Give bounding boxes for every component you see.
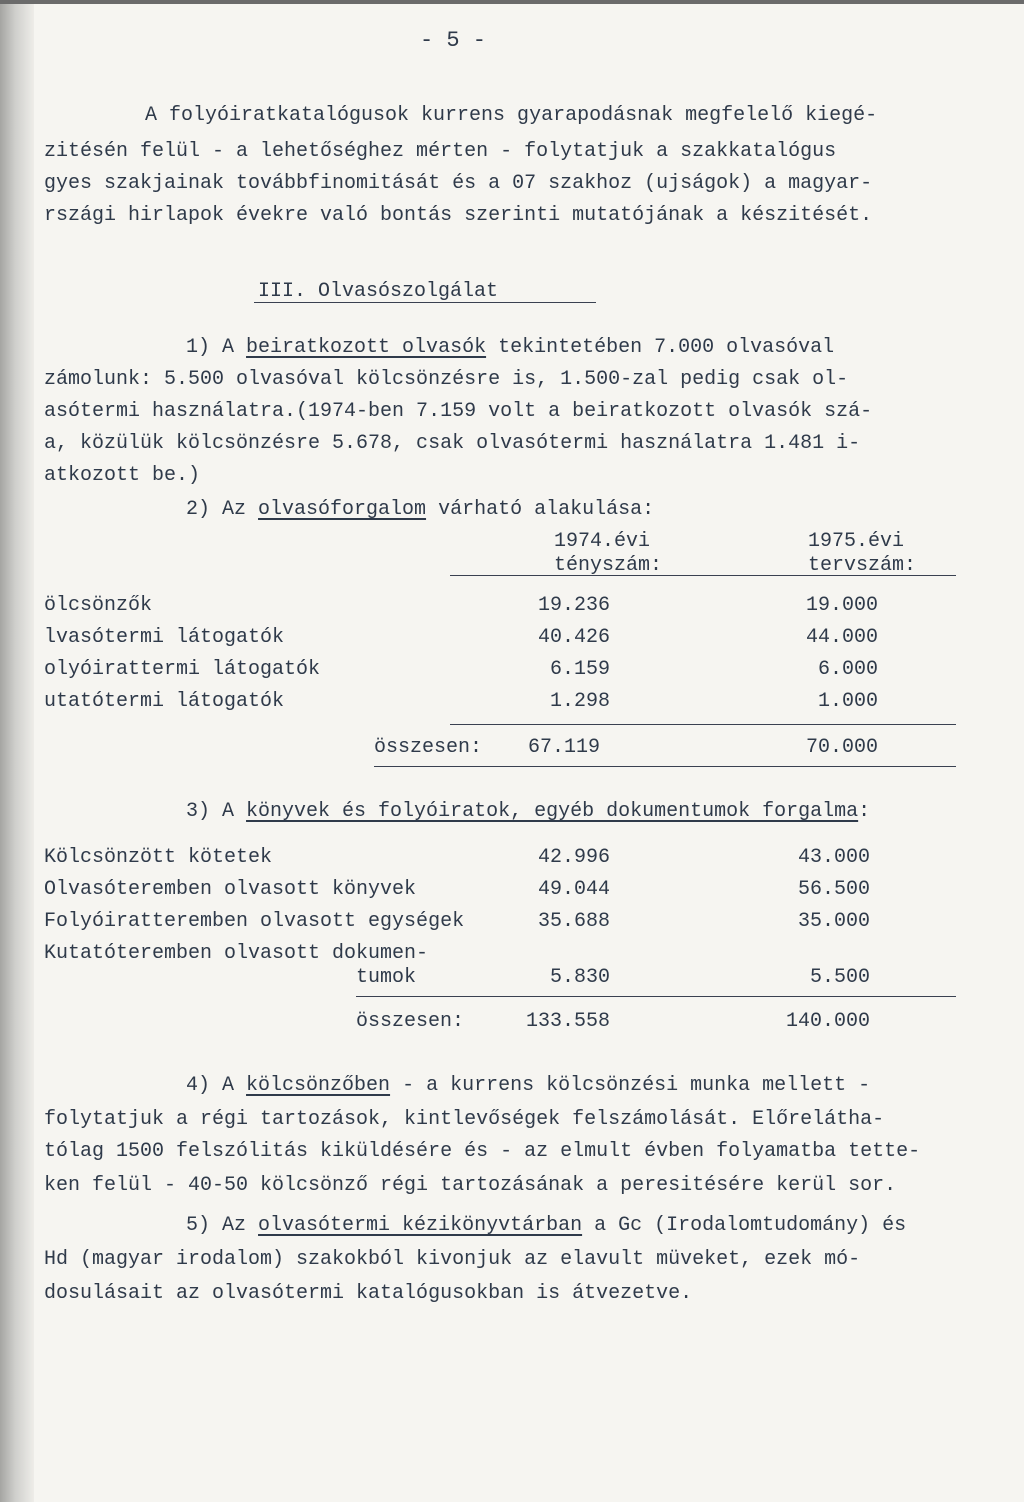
p1-line-5: atkozott be.): [44, 464, 201, 487]
p2-total-rule: [450, 724, 956, 725]
intro-line-1: A folyóiratkatalógusok kurrens gyarapodásnak megfelelő kiegé-: [145, 104, 878, 127]
p4-line-3: tólag 1500 felszólitás kiküldésére és - az elmult évben folyamatba tette-: [44, 1140, 921, 1163]
p3-total-1975: 140.000: [786, 1010, 871, 1033]
p2-total-label: összesen:: [374, 736, 483, 759]
table-row-label: Kölcsönzött kötetek: [44, 846, 273, 869]
table-cell-1975: 5.500: [810, 966, 871, 989]
p4-line-2: folytatjuk a régi tartozások, kintlevőségek felszámolását. Előrelátha-: [44, 1108, 885, 1131]
p4-first-line: 4) A kölcsönzőben - a kurrens kölcsönzési munka mellett -: [186, 1074, 871, 1097]
p4-line-4: ken felül - 40-50 kölcsönző régi tartozásának a peresitésére kerül sor.: [44, 1174, 897, 1197]
p5-first-line: 5) Az olvasótermi kézikönyvtárban a Gc (Irodalomtudomány) és: [186, 1214, 907, 1237]
p2-total-1974: 67.119: [528, 736, 601, 759]
intro-line-2: zitésén felül - a lehetőséghez mérten - folytatjuk a szakkatalógus: [44, 140, 837, 163]
p1-line-4: a, közülük kölcsönzésre 5.678, csak olvasótermi használatra 1.481 i-: [44, 432, 861, 455]
p2-header-rule: [450, 575, 956, 576]
intro-line-3: gyes szakjainak továbbfinomitását és a 07 szakhoz (ujságok) a magyar-: [44, 172, 873, 195]
p3-total-label: összesen:: [356, 1010, 465, 1033]
table-cell-1974: 19.236: [538, 594, 611, 617]
p5-line-2: Hd (magyar irodalom) szakokból kivonjuk az elavult müveket, ezek mó-: [44, 1248, 861, 1271]
p5-line-3: dosulásait az olvasótermi katalógusokban is átvezetve.: [44, 1282, 693, 1305]
section-title-underline: [254, 302, 596, 303]
table-cell-1974: 5.830: [550, 966, 611, 989]
p1-line-2: zámolunk: 5.500 olvasóval kölcsönzésre is, 1.500-zal pedig csak ol-: [44, 368, 849, 391]
table-cell-1975: 56.500: [798, 878, 871, 901]
table-cell-1974: 35.688: [538, 910, 611, 933]
table-row-label: olyóirattermi látogatók: [44, 658, 321, 681]
table-row-label: Olvasóteremben olvasott könyvek: [44, 878, 417, 901]
table-cell-1975: 43.000: [798, 846, 871, 869]
p1-first-line: 1) A beiratkozott olvasók tekintetében 7.000 olvasóval: [186, 336, 835, 359]
p2-bottom-rule: [374, 766, 956, 767]
p2-heading: 2) Az olvasóforgalom várható alakulása:: [186, 498, 655, 521]
table-cell-1974: 6.159: [550, 658, 611, 681]
table-row-label: lvasótermi látogatók: [44, 626, 285, 649]
table-cell-1975: 35.000: [798, 910, 871, 933]
p3-total-1974: 133.558: [526, 1010, 611, 1033]
table-cell-1974: 42.996: [538, 846, 611, 869]
intro-line-4: rszági hirlapok évekre való bontás szerinti mutatójának a készitését.: [44, 204, 873, 227]
scan-top-edge: [0, 0, 1024, 4]
p2-col2-header-1: 1975.évi: [808, 530, 905, 553]
table-cell-1975: 19.000: [806, 594, 879, 617]
table-cell-1974: 40.426: [538, 626, 611, 649]
section-title: III. Olvasószolgálat: [258, 280, 499, 303]
p2-total-1975: 70.000: [806, 736, 879, 759]
table-row-label: ölcsönzők: [44, 594, 153, 617]
scan-edge-shadow: [0, 0, 34, 1502]
table-row-label: Kutatóteremben olvasott dokumen-: [44, 942, 429, 965]
table-cell-1975: 1.000: [818, 690, 879, 713]
p2-col2-header-2: tervszám:: [808, 554, 917, 577]
p2-col1-header-1: 1974.évi: [554, 530, 651, 553]
p1-line-3: asótermi használatra.(1974-ben 7.159 volt a beiratkozott olvasók szá-: [44, 400, 873, 423]
table-cell-1975: 6.000: [818, 658, 879, 681]
p3-heading: 3) A könyvek és folyóiratok, egyéb dokumentumok forgalma:: [186, 800, 871, 823]
p3-total-rule: [356, 996, 956, 997]
table-cell-1974: 49.044: [538, 878, 611, 901]
table-row-label-cont: tumok: [356, 966, 417, 989]
page-number: - 5 -: [420, 28, 487, 53]
table-cell-1974: 1.298: [550, 690, 611, 713]
table-row-label: Folyóiratteremben olvasott egységek: [44, 910, 465, 933]
p2-col1-header-2: tényszám:: [554, 554, 663, 577]
table-row-label: utatótermi látogatók: [44, 690, 285, 713]
table-cell-1975: 44.000: [806, 626, 879, 649]
